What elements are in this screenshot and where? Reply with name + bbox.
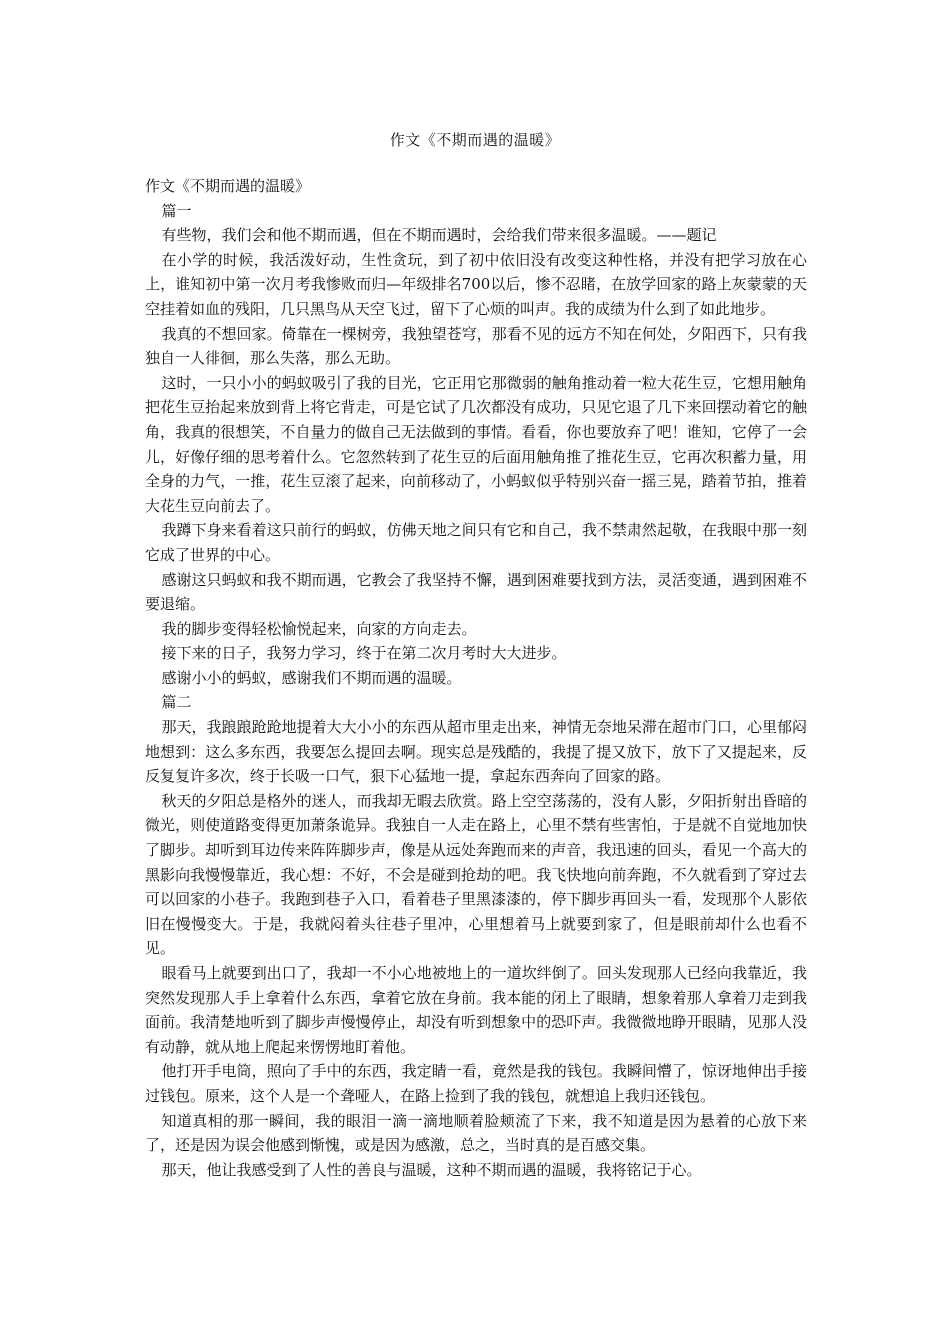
paragraph: 这时，一只小小的蚂蚁吸引了我的目光，它正用它那微弱的触角推动着一粒大花生豆，它想用触角把花生豆抬起来放到背上将它背走，可是它试了几次都没有成功，只见它退了几下来回摆动着它的触角，我真的很想笑，不自量力的做自己无法做到的事情。看看，你也要放弃了吧！谁知，它停了一会儿，好像仔细的思考着什么。它忽然转到了花生豆的后面用触角推了推花生豆，它再次积蓄力量，用全身的力气，一推，花生豆滚了起来，向前移动了，小蚂蚁似乎特别兴奋一摇三晃，踏着节拍，推着大花生豆向前去了。 [145, 373, 807, 515]
paragraph: 我真的不想回家。倚靠在一棵树旁，我独望苍穹，那看不见的远方不知在何处，夕阳西下，只有我独自一人徘徊，那么失落，那么无助。 [145, 324, 807, 368]
paragraph: 接下来的日子，我努力学习，终于在第二次月考时大大进步。 [161, 644, 567, 663]
paragraph: 感谢小小的蚂蚁，感谢我们不期而遇的温暖。 [161, 668, 462, 687]
paragraph: 在小学的时候，我活泼好动，生性贪玩，到了初中依旧没有改变这种性格，并没有把学习放在心上，谁知初中第一次月考我惨败而归—年级排名700以后，惨不忍睹，在放学回家的路上灰蒙蒙的天空挂着如血的残阳，几只黑鸟从天空飞过，留下了心烦的叫声。我的成绩为什么到了如此地步。 [145, 250, 807, 318]
section-label-1: 篇一 [161, 201, 192, 220]
paragraph: 他打开手电筒，照向了手中的东西，我定睛一看，竟然是我的钱包。我瞬间懵了，惊讶地伸出手接过钱包。原来，这个人是一个聋哑人，在路上捡到了我的钱包，就想追上我归还钱包。 [145, 1062, 807, 1105]
document-title: 作文《不期而遇的温暖》 [389, 131, 561, 149]
paragraph: 那天，我踉踉跄跄地提着大大小小的东西从超市里走出来，神情无奈地呆滞在超市门口，心里郁闷地想到：这么多东西，我要怎么提回去啊。现实总是残酷的，我提了提又放下，放下了又提起来，反反复复许多次，终于长吸一口气，狠下心猛地一提，拿起东西奔向了回家的路。 [145, 718, 807, 786]
document-body [145, 174, 807, 1182]
paragraph: 那天，他让我感受到了人性的善良与温暖，这种不期而遇的温暖，我将铭记于心。 [161, 1160, 702, 1179]
section-label-2: 篇二 [161, 693, 192, 712]
paragraph: 知道真相的那一瞬间，我的眼泪一滴一滴地顺着脸颊流了下来，我不知道是因为悬着的心放下来了，还是因为误会他感到惭愧，或是因为感激，总之，当时真的是百感交集。 [145, 1111, 807, 1155]
paragraph: 我的脚步变得轻松愉悦起来，向家的方向走去。 [161, 619, 477, 638]
paragraph: 秋天的夕阳总是格外的迷人，而我却无暇去欣赏。路上空空荡荡的，没有人影，夕阳折射出昏暗的微光，则使道路变得更加萧条诡异。我独自一人走在路上，心里不禁有些害怕，于是就不自觉地加快了脚步。却听到耳边传来阵阵脚步声，像是从远处奔跑而来的声音，我迅速的回头，看见一个高大的黑影向我慢慢靠近，我心想：不好，不会是碰到抢劫的吧。我飞快地向前奔跑，不久就看到了穿过去可以回家的小巷子。我跑到巷子入口，看着巷子里黑漆漆的，停下脚步再回头一看，发现那个人影依旧在慢慢变大。于是，我就闷着头往巷子里冲，心里想着马上就要到家了，但是眼前却什么也看不见。 [145, 791, 807, 958]
paragraph: 感谢这只蚂蚁和我不期而遇，它教会了我坚持不懈，遇到困难要找到方法，灵活变通，遇到困难不要退缩。 [145, 570, 807, 614]
body-heading: 作文《不期而遇的温暖》 [145, 177, 311, 195]
paragraph: 我蹲下身来看着这只前行的蚂蚁，仿佛天地之间只有它和自己，我不禁肃然起敬，在我眼中那一刻它成了世界的中心。 [145, 521, 807, 564]
paragraph: 有些物，我们会和他不期而遇，但在不期而遇时，会给我们带来很多温暖。——题记 [161, 226, 717, 245]
paragraph: 眼看马上就要到出口了，我却一不小心地被地上的一道坎绊倒了。回头发现那人已经向我靠近，我突然发现那人手上拿着什么东西，拿着它放在身前。我本能的闭上了眼睛，想象着那人拿着刀走到我面前。我清楚地听到了脚步声慢慢停止，却没有听到想象中的恐吓声。我微微地睁开眼睛，见那人没有动静，就从地上爬起来愣愣地盯着他。 [145, 964, 807, 1056]
